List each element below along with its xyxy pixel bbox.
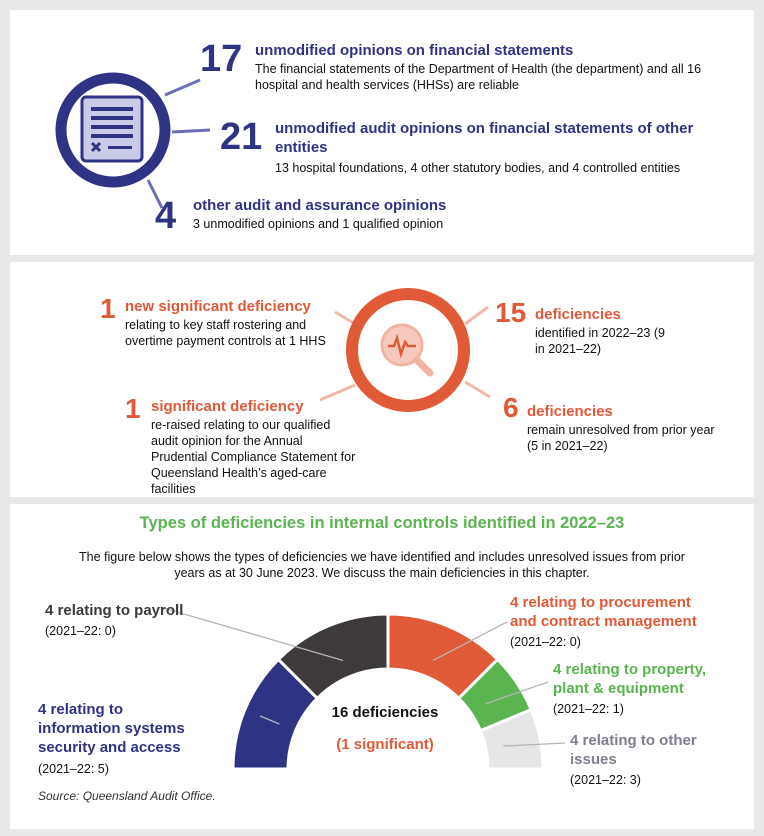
opinion-heading-1: unmodified opinions on financial statements bbox=[255, 42, 574, 59]
source-note: Source: Queensland Audit Office. bbox=[38, 789, 216, 803]
infosec-prior: (2021–22: 5) bbox=[38, 762, 109, 776]
procurement-prior: (2021–22: 0) bbox=[510, 635, 581, 649]
procurement-label-line1: 4 relating to procurement bbox=[510, 594, 691, 611]
other-label-line1: 4 relating to other bbox=[570, 732, 697, 749]
connector-line bbox=[320, 385, 355, 400]
types-title: Types of deficiencies in internal controls identified in 2022–23 bbox=[139, 514, 625, 532]
report-document-icon bbox=[82, 97, 142, 161]
types-intro: The figure below shows the types of deficiencies we have identified and includes unresolved issues from prior years as at 30 June 2023. We discuss the main deficiencies in this chapter. bbox=[79, 550, 685, 580]
deficiency-desc-3: identified in 2022–23 (9 in 2021–22) bbox=[535, 326, 665, 356]
deficiency-count-2: 1 bbox=[125, 393, 141, 424]
payroll-prior: (2021–22: 0) bbox=[45, 624, 116, 638]
opinion-desc-3: 3 unmodified opinions and 1 qualified opinion bbox=[193, 217, 444, 231]
types-panel bbox=[10, 504, 754, 829]
property-label-line1: 4 relating to property, bbox=[553, 661, 707, 678]
deficiency-heading-3: deficiencies bbox=[535, 306, 621, 323]
deficiency-count-3: 15 bbox=[495, 297, 527, 328]
connector-line bbox=[165, 80, 200, 95]
opinion-count-1: 17 bbox=[200, 38, 243, 80]
opinion-heading-3: other audit and assurance opinions bbox=[193, 197, 447, 214]
deficiency-desc-4: remain unresolved from prior year (5 in 2021–22) bbox=[527, 423, 715, 453]
other-prior: (2021–22: 3) bbox=[570, 773, 641, 787]
procurement-label-line2: and contract management bbox=[510, 613, 697, 630]
opinion-heading-2: unmodified audit opinions on financial statements of other entities bbox=[275, 120, 694, 156]
deficiency-count-4: 6 bbox=[503, 392, 519, 423]
property-prior: (2021–22: 1) bbox=[553, 702, 624, 716]
chart-center-sublabel: (1 significant) bbox=[336, 736, 434, 753]
deficiencies-panel bbox=[10, 262, 754, 497]
deficiency-count-1: 1 bbox=[100, 293, 116, 324]
connector-line bbox=[465, 382, 490, 397]
opinions-panel bbox=[10, 10, 754, 255]
opinion-count-2: 21 bbox=[220, 116, 263, 158]
infosec-label-line1: 4 relating to bbox=[38, 701, 124, 718]
deficiency-desc-1: relating to key staff rostering and overtime payment controls at 1 HHS bbox=[125, 318, 326, 348]
infosec-label-line2: information systems bbox=[38, 720, 185, 737]
connector-line bbox=[172, 130, 210, 132]
other-label-line2: issues bbox=[570, 751, 617, 768]
property-label-line2: plant & equipment bbox=[553, 680, 684, 697]
deficiency-heading-1: new significant deficiency bbox=[125, 298, 311, 315]
magnifier-waveform-icon bbox=[382, 325, 430, 373]
opinion-desc-2: 13 hospital foundations, 4 other statutory bodies, and 4 controlled entities bbox=[275, 161, 681, 175]
connector-line bbox=[465, 307, 488, 324]
deficiency-desc-2: re-raised relating to our qualified audit opinion for the Annual Prudential Compliance Statement for Queensland Health’s aged-care facilities bbox=[151, 418, 356, 496]
opinion-desc-1: The financial statements of the Department of Health (the department) and all 16 hospital and health services (HHSs) are reliable bbox=[255, 62, 702, 92]
deficiency-heading-2: significant deficiency bbox=[151, 398, 304, 415]
infosec-label-line3: security and access bbox=[38, 739, 181, 756]
chart-center-label: 16 deficiencies bbox=[331, 704, 439, 721]
deficiency-heading-4: deficiencies bbox=[527, 403, 613, 420]
opinion-count-3: 4 bbox=[155, 195, 177, 237]
payroll-label: 4 relating to payroll bbox=[45, 602, 184, 619]
deficiencies-graphic bbox=[10, 262, 754, 497]
